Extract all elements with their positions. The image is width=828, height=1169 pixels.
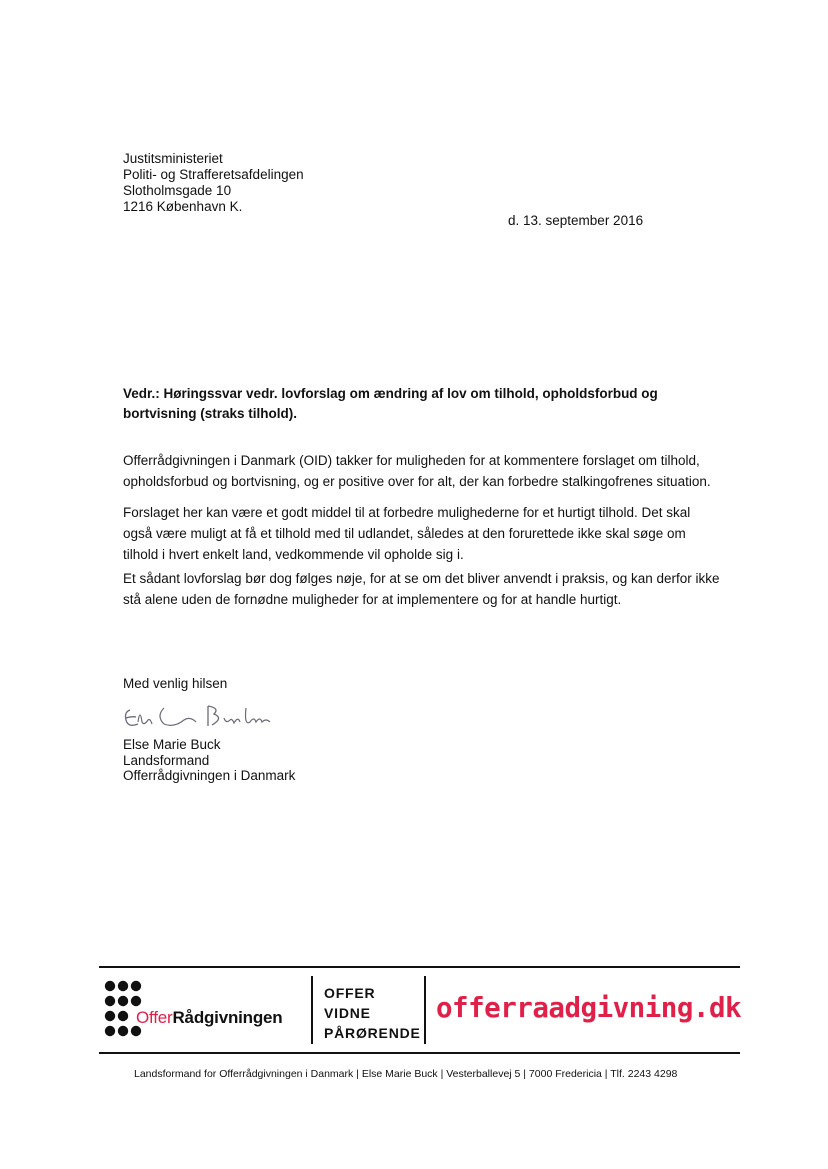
website-url: offerraadgivning.dk <box>436 992 742 1024</box>
recipient-line-3: Slotholmsgade 10 <box>123 183 232 198</box>
body-paragraph-1: Offerrådgivningen i Danmark (OID) takker for muligheden for at kommentere forslaget om tilhold, opholdsforbud og bortvisning, og er positive over for alt, der kan forbedre stalkingofrenes situation. <box>123 453 711 489</box>
signer-organization: Offerrådgivningen i Danmark <box>123 768 296 783</box>
footer-top-rule <box>99 966 740 968</box>
organization-logo-text <box>136 1008 282 1028</box>
closing-salutation: Med venlig hilsen <box>123 676 228 691</box>
signer-title: Landsformand <box>123 752 210 768</box>
signer-block <box>123 737 295 784</box>
recipient-line-2: Politi- og Strafferetsafdelingen <box>123 167 304 182</box>
body-paragraph-2: Forslaget her kan være et godt middel til at forbedre mulighederne for et hurtigt tilhold. Det skal også være muligt at få et tilhold med til udlandet, således at den forurettede ikke skal søge om tilhold i hvert enkelt land, vedkommende vil opholde sig i. <box>123 505 691 562</box>
recipient-line-4: 1216 København K. <box>123 199 243 214</box>
body-paragraph-3: Et sådant lovforslag bør dog følges nøje, for at se om det bliver anvendt i praksis, og kan derfor ikke stå alene uden de fornødne muligheder for at implementere og for at handle hurtigt. <box>123 571 720 607</box>
recipient-line-1: Justitsministeriet <box>123 151 223 166</box>
footer-bottom-rule <box>99 1052 740 1054</box>
footer-contact-line: Landsformand for Offerrådgivningen i Danmark | Else Marie Buck | Vesterballevej 5 | 7000 Fredericia | Tlf. 2243 4298 <box>134 1068 678 1080</box>
footer-divider-2 <box>424 976 426 1044</box>
role-vidne: VIDNE <box>324 1005 371 1021</box>
signer-name: Else Marie Buck <box>123 737 221 752</box>
letter-date: d. 13. september 2016 <box>508 213 644 228</box>
footer-divider-1 <box>311 976 313 1044</box>
recipient-address <box>123 151 304 215</box>
roles-list <box>324 983 421 1043</box>
role-offer: OFFER <box>324 985 376 1001</box>
subject-line: Vedr.: Høringssvar vedr. lovforslag om ændring af lov om tilhold, opholdsforbud og bortvisning (straks tilhold). <box>123 386 658 421</box>
handwritten-signature <box>120 698 280 738</box>
role-paaroerende: PÅRØRENDE <box>324 1025 421 1041</box>
logo-main-text: Rådgivningen <box>172 1008 283 1027</box>
logo-accent-text: Offer <box>136 1008 173 1027</box>
